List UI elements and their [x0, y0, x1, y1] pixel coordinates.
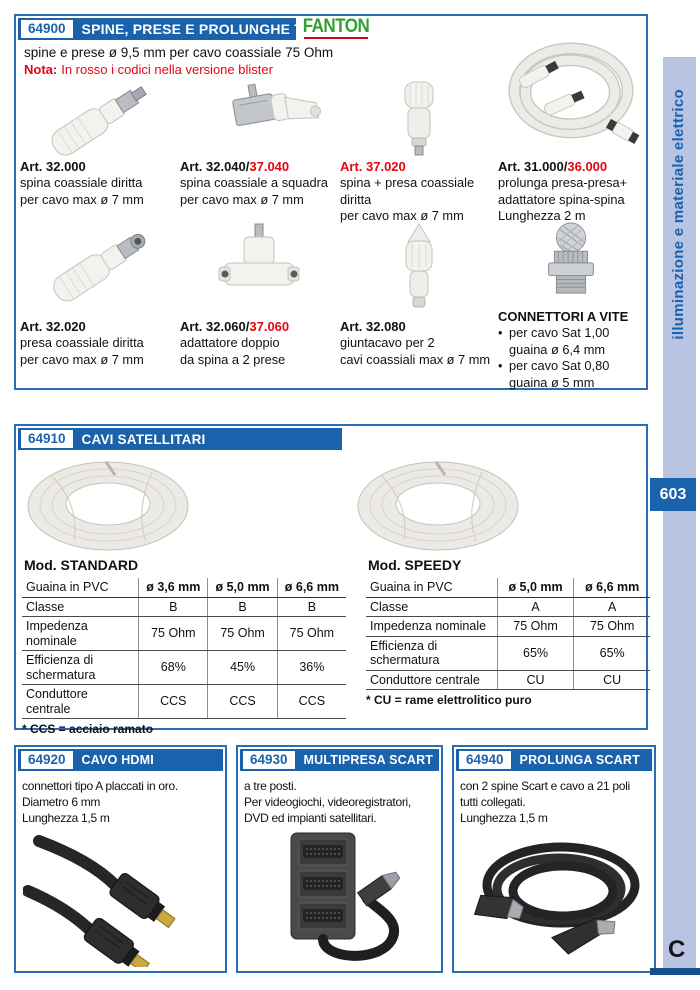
scart-multiplier-photo [238, 829, 441, 967]
product-card [20, 80, 178, 208]
section-note [24, 62, 273, 77]
article-number: Art. 32.000 [20, 159, 86, 174]
section-description: a tre posti. Per videogiochi, videoregistratori, DVD ed impianti satellitari. [244, 779, 411, 825]
article-number: Art. 31.000/36.000 [498, 159, 608, 174]
t-adapter-photo [180, 214, 338, 318]
cable-joiner-photo [340, 214, 498, 318]
note-label: Nota: [24, 62, 58, 77]
product-desc-line: adattatore spina-spina [498, 191, 625, 207]
standard-spec-table: Guaina in PVC ø 3,6 mm ø 5,0 mm ø 6,6 mm Classe B B B Impedenza nominale 75 Ohm 75 Ohm 75 Ohm Efficienza di schermatura 68% 45% 36% Conduttore centrale CCS CCS CCS * CCS = acciaio ramato [22, 578, 346, 736]
section-code-badge: 64920 [21, 751, 73, 769]
product-card [498, 32, 644, 225]
product-desc-line: per cavo max ø 7 mm [20, 191, 144, 207]
speedy-spec-table: Guaina in PVC ø 5,0 mm ø 6,6 mm Classe A A Impedenza nominale 75 Ohm 75 Ohm Efficienza di schermatura 65% 65% Conduttore centrale CU CU * CU = rame elettrolitico puro [366, 578, 650, 707]
section-subtitle: spine e prese ø 9,5 mm per cavo coassiale 75 Ohm [24, 45, 334, 60]
category-sidebar [663, 57, 696, 968]
article-number: Art. 32.020 [20, 319, 86, 334]
section-title: CAVO HDMI [81, 753, 154, 767]
section-cavi-satellitari [14, 424, 648, 736]
connectors-title: CONNETTORI A VITE [498, 309, 629, 324]
standard-footnote: * CCS = acciaio ramato [22, 722, 154, 736]
extension-cable-photo [498, 32, 644, 158]
page-number-badge: 603 [650, 478, 696, 511]
section-header-bar [240, 749, 439, 771]
scart-extension-photo [454, 837, 654, 967]
screw-connectors-card [498, 212, 644, 391]
product-desc-line: presa coassiale diritta [20, 335, 144, 350]
product-card [180, 80, 338, 208]
brand-name: FANTON [302, 14, 370, 37]
section-title: CAVI SATELLITARI [81, 431, 206, 447]
product-desc-line: spina coassiale diritta [20, 175, 143, 190]
product-desc-line: per cavo max ø 7 mm [180, 191, 304, 207]
product-desc-line: spina + presa coassiale [340, 175, 475, 190]
section-cavo-hdmi [14, 745, 227, 973]
section-code-badge: 64900 [21, 20, 73, 38]
section-multipresa-scart [236, 745, 443, 973]
connector-bullet: • per cavo Sat 0,80 [498, 358, 644, 375]
section-title: SPINE, PRESE E PROLUNGHE TV [81, 21, 313, 37]
hdmi-cable-photo [16, 835, 225, 967]
product-card [180, 214, 338, 368]
article-number: Art. 32.040/37.040 [180, 159, 290, 174]
section-header-bar [18, 749, 223, 771]
coax-plug-straight-photo [20, 80, 178, 158]
sidebar-category-label: illuminazione e materiale elettrico [670, 89, 687, 340]
f-connector-photo [498, 212, 644, 308]
section-title: MULTIPRESA SCART [303, 753, 434, 767]
product-desc-line: Lunghezza 2 m [498, 208, 586, 223]
model-standard-title: Mod. STANDARD [24, 557, 139, 573]
product-desc-line: prolunga presa-presa+ [498, 175, 628, 190]
product-card [20, 214, 178, 368]
fanton-logo [300, 16, 372, 39]
article-number: Art. 32.060/37.060 [180, 319, 290, 334]
section-title: PROLUNGA SCART [519, 753, 640, 767]
product-desc-line: spina coassiale a squadra [180, 175, 328, 190]
cable-coil-photo [20, 454, 196, 554]
cable-coil-photo [350, 454, 526, 554]
connector-bullet: • per cavo Sat 1,00 [498, 325, 644, 342]
section-code-badge: 64930 [243, 751, 295, 769]
section-description: con 2 spine Scart e cavo a 21 poli tutti collegati. Lunghezza 1,5 m [460, 779, 630, 825]
product-card [340, 80, 498, 225]
product-desc-line: adattatore doppio [180, 335, 280, 350]
coax-socket-straight-photo [20, 214, 178, 318]
section-prolunga-scart [452, 745, 656, 973]
model-speedy-title: Mod. SPEEDY [368, 557, 462, 573]
connector-bullet-line2: guaina ø 5 mm [509, 374, 595, 390]
coax-plug-angled-photo [180, 80, 338, 158]
section-code-badge: 64910 [21, 430, 73, 448]
product-desc-line: per cavo max ø 7 mm [340, 208, 464, 223]
section-header-bar [456, 749, 652, 771]
note-text: In rosso i codici nella versione blister [61, 62, 273, 77]
product-desc-line: da spina a 2 prese [180, 351, 286, 367]
section-header-bar [18, 18, 313, 40]
connector-bullet-line2: guaina ø 6,4 mm [509, 341, 606, 357]
print-registration-mark: C [668, 936, 686, 963]
article-number: Art. 32.080 [340, 319, 406, 334]
speedy-footnote: * CU = rame elettrolitico puro [366, 693, 532, 707]
section-description: connettori tipo A placcati in oro. Diametro 6 mm Lunghezza 1,5 m [22, 779, 178, 825]
sidebar-bottom-bar [650, 968, 700, 975]
product-desc-line: cavi coassiali max ø 7 mm [340, 351, 491, 367]
section-header-bar [18, 428, 342, 450]
section-code-badge: 64940 [459, 751, 511, 769]
product-desc-line: diritta [340, 191, 372, 207]
product-desc-line: giuntacavo per 2 [340, 335, 435, 350]
product-card [340, 214, 498, 368]
article-number: Art. 37.020 [340, 159, 406, 174]
section-spine-prese-tv [14, 14, 648, 390]
coax-plug-socket-photo [340, 80, 498, 158]
product-desc-line: per cavo max ø 7 mm [20, 351, 144, 367]
